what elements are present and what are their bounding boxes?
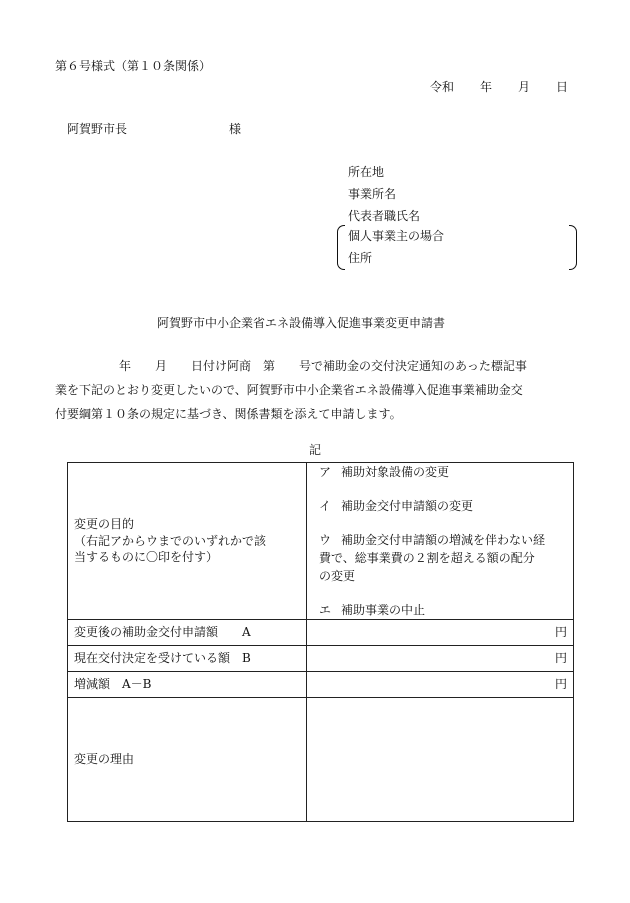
body-line-1: 年 月 日付け阿商 第 号で補助金の交付決定通知のあった標記事 [119, 359, 527, 373]
table-row [68, 672, 574, 698]
individual-case-label: 個人事業主の場合 [348, 229, 445, 243]
yen-unit: 円 [554, 651, 567, 666]
date-month: 月 [518, 80, 531, 94]
purpose-label-cell: 変更の目的 （右記アからウまでのいずれかで該 当するものに〇印を付す） [68, 463, 307, 620]
bracket-right [569, 225, 577, 270]
purpose-row [68, 463, 574, 620]
row-label: 増減額 A－B [68, 672, 307, 698]
ki-heading: 記 [309, 443, 322, 457]
reason-field[interactable] [307, 698, 574, 822]
date-line [430, 79, 568, 96]
change-application-table [67, 462, 574, 822]
addressee-honorific: 様 [229, 122, 242, 136]
option-e[interactable]: エ 補助事業の中止 [319, 603, 426, 617]
residence-label: 住所 [348, 251, 373, 265]
table-row [68, 620, 574, 646]
purpose-options-cell [307, 463, 574, 620]
date-era: 令和 [430, 80, 455, 94]
body-paragraph [55, 354, 580, 426]
applicant-representative-label: 代表者職氏名 [348, 209, 421, 223]
date-year: 年 [480, 80, 493, 94]
yen-unit: 円 [554, 677, 567, 692]
bracket-left [337, 225, 345, 270]
yen-unit: 円 [554, 625, 567, 640]
table-row [68, 646, 574, 672]
form-number: 第６号様式（第１０条関係） [55, 59, 212, 73]
date-day: 日 [556, 80, 569, 94]
document-title: 阿賀野市中小企業省エネ設備導入促進事業変更申請書 [157, 316, 446, 330]
body-line-3: 付要綱第１０条の規定に基づき、関係書類を添えて申請します。 [55, 407, 402, 421]
reason-label: 変更の理由 [68, 698, 307, 822]
applicant-business-label: 事業所名 [348, 187, 397, 201]
row-label: 変更後の補助金交付申請額 A [68, 620, 307, 646]
option-a[interactable]: ア 補助対象設備の変更 [319, 465, 450, 479]
body-line-2: 業を下記のとおり変更したいので、阿賀野市中小企業省エネ設備導入促進事業補助金交 [55, 383, 523, 397]
addressee-name: 阿賀野市長 [67, 122, 128, 136]
reason-row [68, 698, 574, 822]
option-i[interactable]: イ 補助金交付申請額の変更 [319, 499, 474, 513]
amount-field[interactable] [307, 620, 574, 646]
option-u[interactable]: ウ 補助金交付申請額の増減を伴わない経 費で、総事業費の２割を超える額の配分 の変更 [319, 533, 546, 583]
row-label: 現在交付決定を受けている額 B [68, 646, 307, 672]
amount-field[interactable] [307, 672, 574, 698]
applicant-address-label: 所在地 [348, 165, 385, 179]
amount-field[interactable] [307, 646, 574, 672]
